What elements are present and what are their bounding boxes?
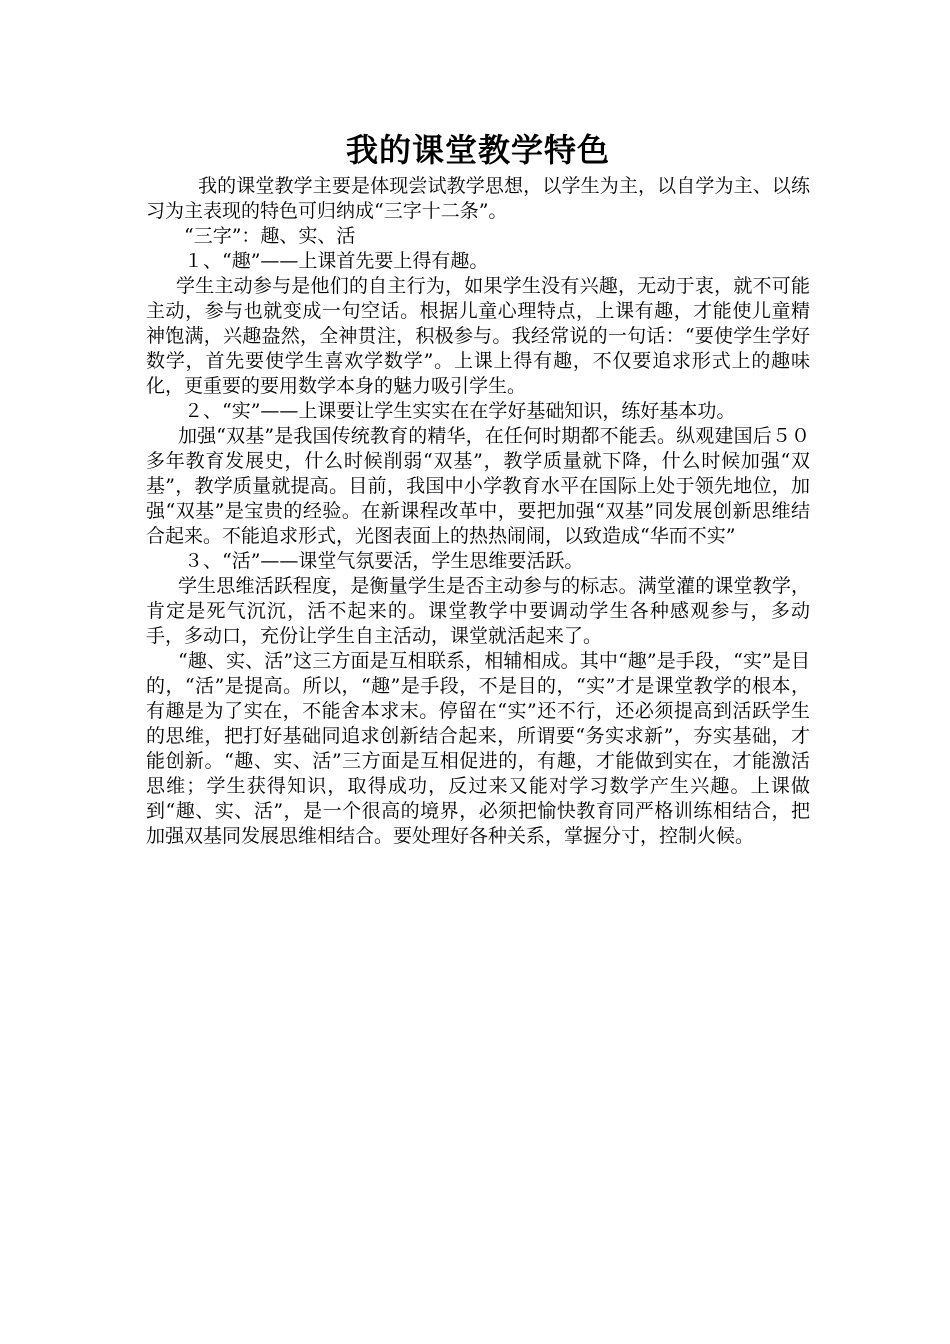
document-title: 我的课堂教学特色 — [345, 131, 610, 169]
three-words-heading: “三字”：趣、实、活 — [184, 225, 356, 247]
section-body-qu: 学生主动参与是他们的自主行为，如果学生没有兴趣，无动于衷，就不可能主动，参与也就变成一句空话。根据儿童心理特点，上课有趣，才能使儿童精神饱满，兴趣盎然，全神贯注，积极参与。我经常说的一句话：“要使学生学好数学，首先要使学生喜欢学数学”。上课上得有趣，不仅要追求形式上的趣味化，更重要的要用数学本身的魅力吸引学生。 — [146, 275, 810, 397]
section-heading-huo: ３、“活”——课堂气氛要活，学生思维要活跃。 — [184, 550, 584, 572]
section-heading-qu: １、“趣”——上课首先要上得有趣。 — [184, 250, 489, 272]
section-body-shi: 加强“双基”是我国传统教育的精华，在任何时期都不能丢。纵观建国后５０多年教育发展史，什么时候削弱“双基”，教学质量就下降，什么时候加强“双基”，教学质量就提高。目前，我国中小学教育水平在国际上处于领先地位，加强“双基”是宝贵的经验。在新课程改革中，要把加强“双基”同发展创新思维结合起来。不能追求形式，光图表面上的热热闹闹，以致造成“华而不实” — [146, 425, 810, 547]
section-body-huo: 学生思维活跃程度，是衡量学生是否主动参与的标志。满堂灌的课堂教学，肯定是死气沉沉，活不起来的。课堂教学中要调动学生各种感观参与，多动手，多动口，充份让学生自主活动，课堂就活起来了。 — [146, 575, 810, 647]
intro-paragraph: 我的课堂教学主要是体现尝试教学思想，以学生为主，以自学为主、以练习为主表现的特色可归纳成“三字十二条”。 — [146, 175, 810, 222]
section-heading-shi: ２、“实”——上课要让学生实实在在学好基础知识，练好基本功。 — [184, 400, 736, 422]
conclusion-paragraph: “趣、实、活”这三方面是互相联系，相辅相成。其中“趣”是手段，“实”是目的，“活”是提高。所以，“趣”是手段，不是目的，“实”才是课堂教学的根本，有趣是为了实在，不能舍本求末。停留在“实”还不行，还必须提高到活跃学生的思维，把打好基础同追求创新结合起来，所谓要“务实求新”，夯实基础，才能创新。“趣、实、活”三方面是互相促进的，有趣，才能做到实在，才能激活思维；学生获得知识，取得成功，反过来又能对学习数学产生兴趣。上课做到“趣、实、活”，是一个很高的境界，必须把愉快教育同严格训练相结合，把加强双基同发展思维相结合。要处理好各种关系，掌握分寸，控制火候。 — [146, 650, 810, 847]
document-body — [146, 128, 810, 849]
